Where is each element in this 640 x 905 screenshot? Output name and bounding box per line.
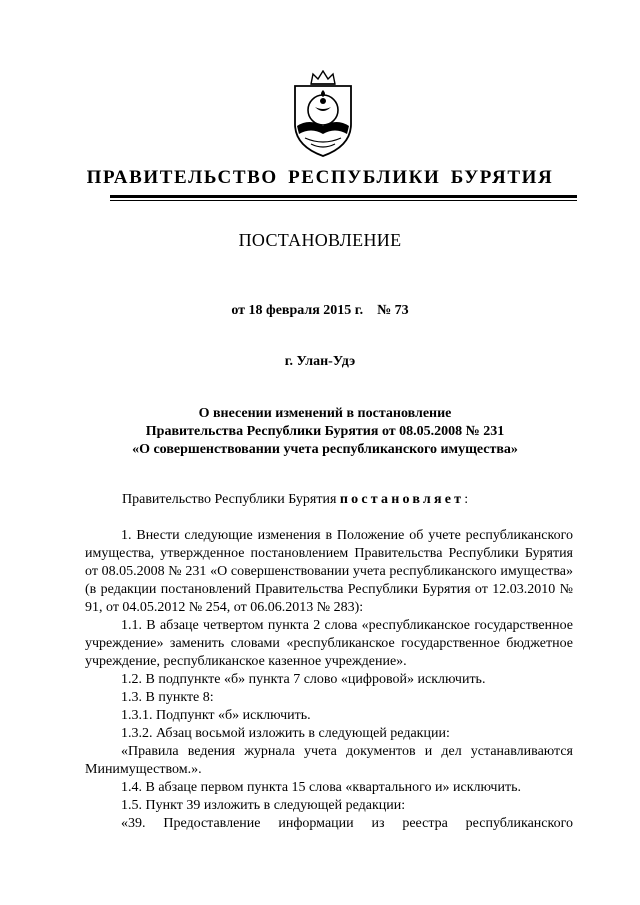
preamble-verb: постановляет — [339, 492, 465, 507]
document-type: ПОСТАНОВЛЕНИЕ — [238, 230, 402, 250]
date-number-line — [0, 303, 640, 319]
paragraph-1-5: 1.5. Пункт 39 изложить в следующей редакции: — [121, 798, 406, 813]
document-number: № 73 — [377, 303, 409, 318]
document-date: от 18 февраля 2015 г. — [231, 303, 364, 318]
document-subject — [90, 405, 560, 459]
preamble-colon: : — [464, 492, 469, 507]
paragraph-1: 1. Внести следующие изменения в Положение об учете республиканского имущества, утвержденное постановлением Правительства Республики Бурятия от 08.05.2008 № 231 «О совершенствовании учета республиканского имущества» (в редакции постановлений Правительства Республики Бурятия от 12.03.2010 № 91, от 04.05.2012 № 254, от 06.06.2013 № 283): — [85, 528, 573, 615]
coat-of-arms-icon — [289, 70, 357, 158]
subject-line-3: «О совершенствовании учета республиканского имущества» — [132, 442, 518, 457]
paragraph-1-4: 1.4. В абзаце первом пункта 15 слова «квартального и» исключить. — [121, 780, 521, 795]
subject-line-1: О внесении изменений в постановление — [198, 406, 452, 421]
paragraph-1-3: 1.3. В пункте 8: — [121, 690, 214, 705]
city: г. Улан-Удэ — [284, 354, 356, 369]
preamble-text: Правительство Республики Бурятия — [122, 492, 337, 507]
paragraph-1-3-1: 1.3.1. Подпункт «б» исключить. — [121, 708, 311, 723]
paragraph-1-1: 1.1. В абзаце четвертом пункта 2 слова «республиканское государственное учреждение» заменить словами «республиканское государственное бюджетное учреждение, республиканское казенное учреждение». — [85, 618, 573, 669]
paragraph-1-3-2: 1.3.2. Абзац восьмой изложить в следующей редакции: — [121, 726, 450, 741]
document-body — [85, 527, 573, 833]
preamble — [122, 492, 468, 508]
paragraph-1-2: 1.2. В подпункте «б» пункта 7 слово «цифровой» исключить. — [121, 672, 486, 687]
paragraph-quote-rules: «Правила ведения журнала учета документов и дел устанавливаются Минимуществом.». — [85, 744, 573, 777]
subject-line-2: Правительства Республики Бурятия от 08.05.2008 № 231 — [145, 424, 505, 439]
paragraph-quote-39: «39. Предоставление информации из реестра республиканского — [121, 816, 573, 831]
header-rule-thick — [110, 195, 577, 198]
header-rule-thin — [110, 200, 577, 201]
government-title: ПРАВИТЕЛЬСТВО РЕСПУБЛИКИ БУРЯТИЯ — [86, 167, 554, 188]
